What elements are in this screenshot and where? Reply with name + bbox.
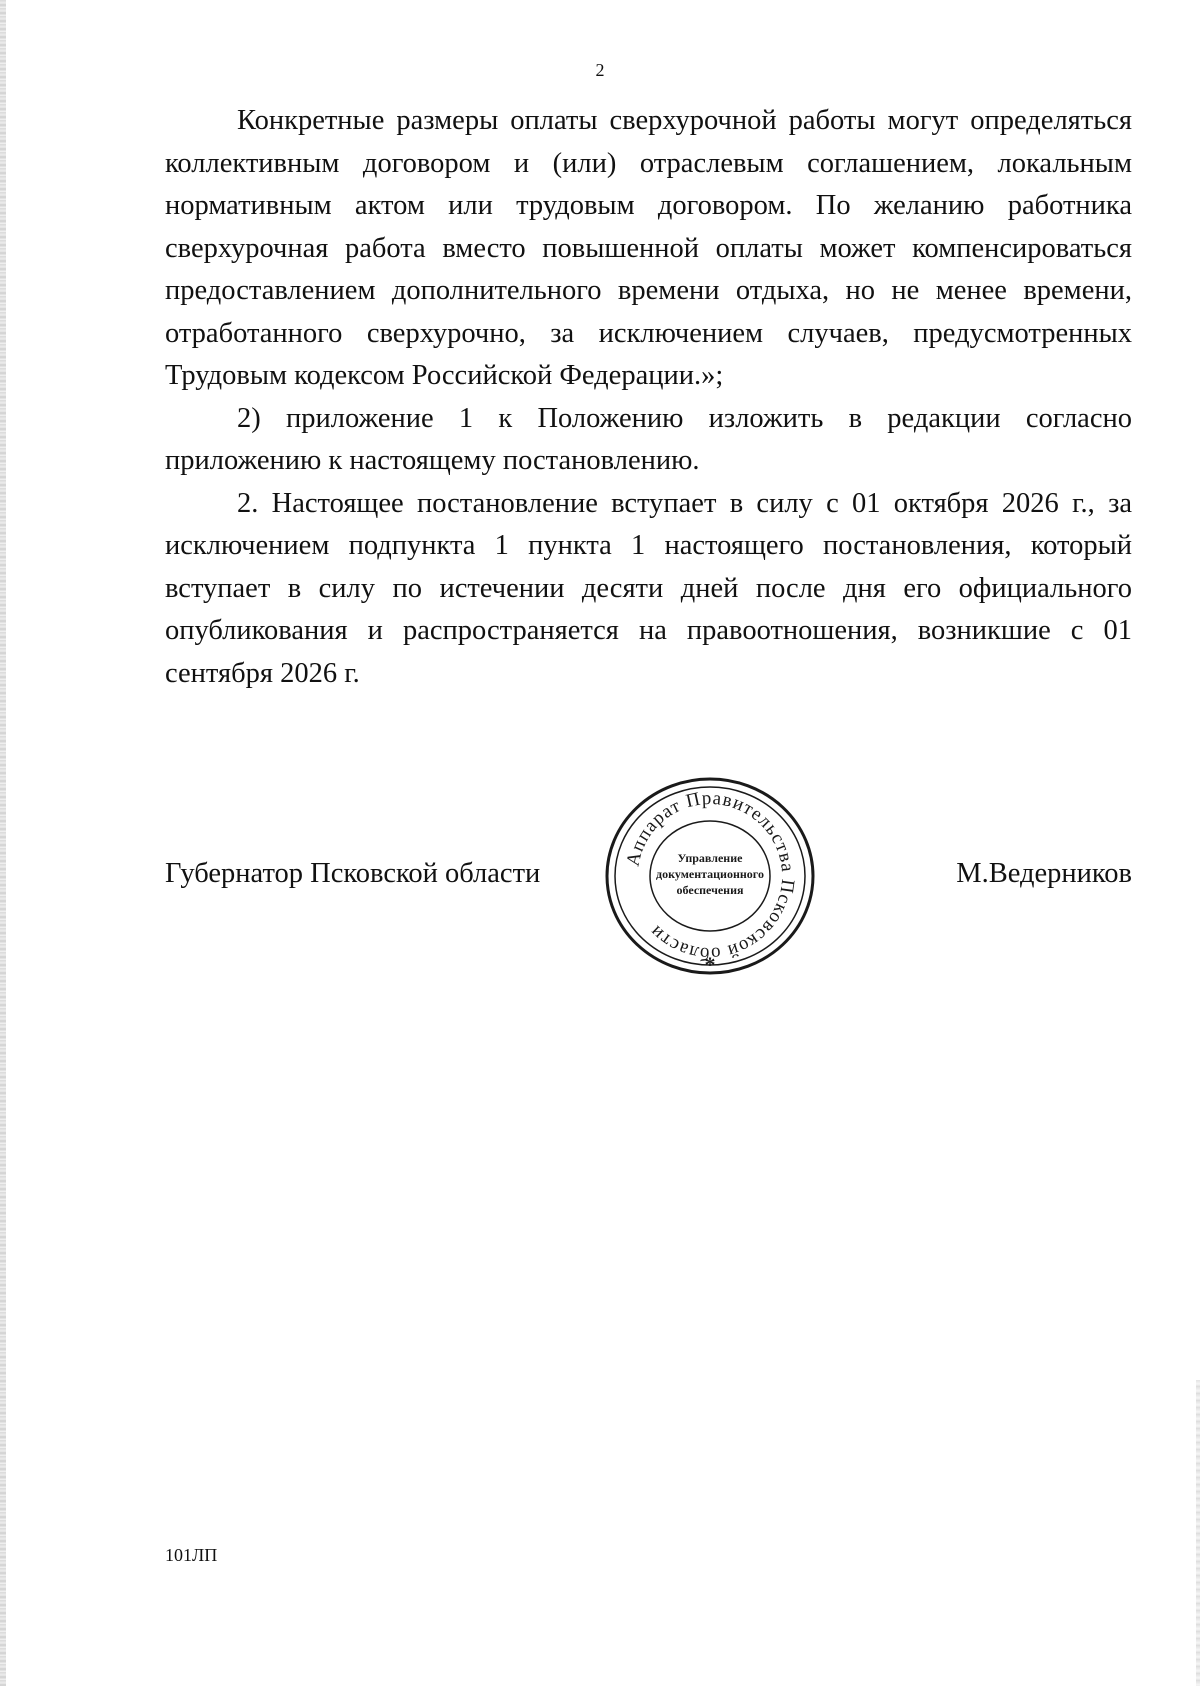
signatory-position: Губернатор Псковской области — [165, 858, 541, 889]
stamp-star-icon: * — [704, 952, 716, 977]
paragraph-effective-date: 2. Настоящее постановление вступает в силу с 01 октября 2026 г., за исключением подпункта 1 пункта 1 настоящего постановления, который вступает в силу по истечении десяти дней после дня его официального опубликования и распространяется на правоотношения, возникшие с 01 сентября 2026 г. — [165, 487, 1132, 689]
stamp-inner-line-1: Управление — [677, 851, 743, 865]
stamp-inner-line-3: обеспечения — [676, 883, 744, 897]
paragraph-appendix: 2) приложение 1 к Положению изложить в редакции согласно приложению к настоящему постановлению. — [165, 402, 1132, 476]
signatory-name: М.Ведерников — [956, 858, 1132, 889]
page-number: 2 — [595, 60, 605, 80]
footer-document-code: 101ЛП — [165, 1545, 218, 1565]
paragraph-overtime-pay: Конкретные размеры оплаты сверхурочной работы могут определяться коллективным договором и (или) отраслевым соглашением, локальным нормативным актом или трудовым договором. По желанию работника сверхурочная работа вместо повышенной оплаты может компенсироваться предоставлением дополнительного времени отдыха, но не менее времени, отработанного сверхурочно, за исключением случаев, предусмотренных Трудовым кодексом Российской Федерации.»; — [165, 105, 1132, 391]
scan-edge-left — [0, 0, 6, 1686]
document-body — [165, 100, 1132, 695]
official-seal-stamp — [595, 770, 825, 982]
stamp-outer-text: Аппарат Правительства Псковской области — [622, 787, 799, 965]
scan-edge-right — [1196, 1380, 1200, 1686]
stamp-inner-line-2: документационного — [656, 867, 764, 881]
